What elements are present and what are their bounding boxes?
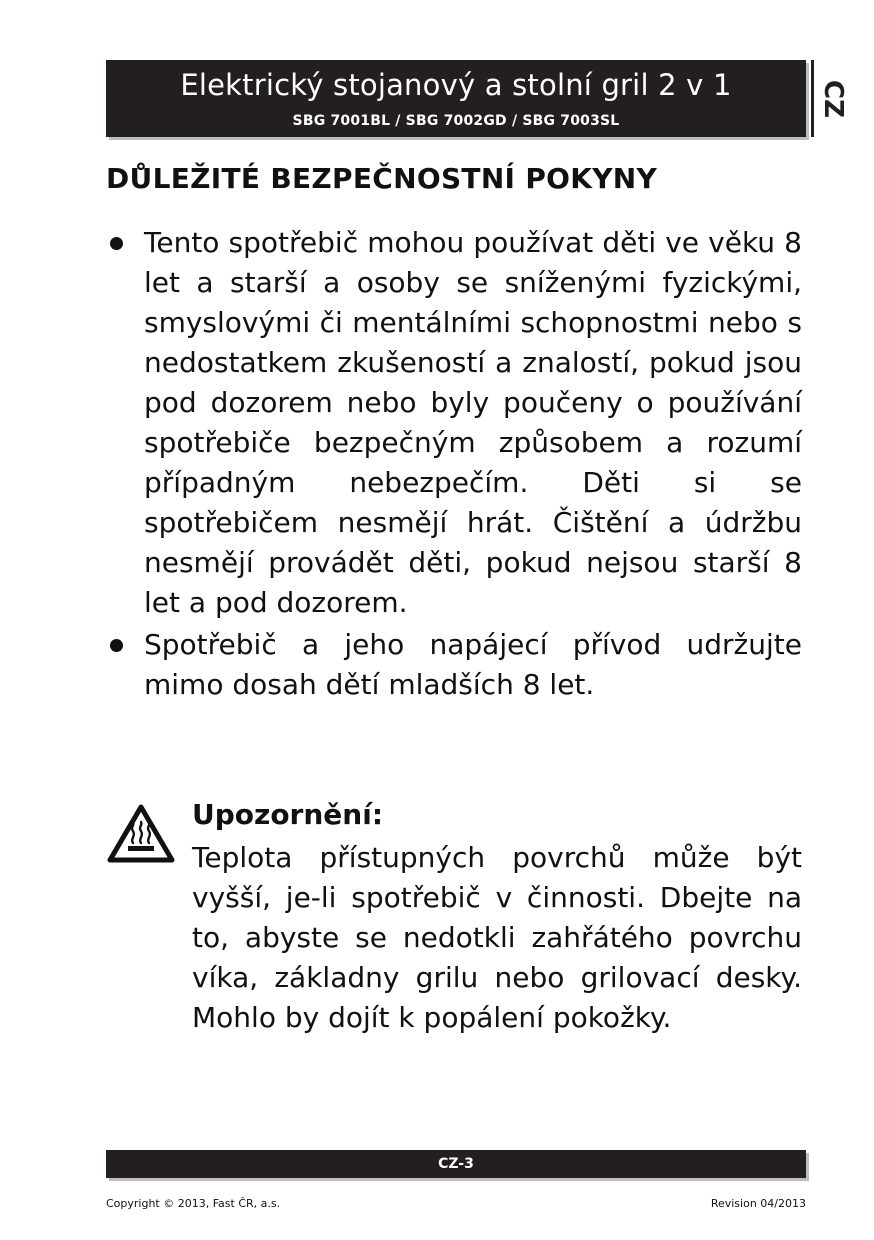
list-item-text: Spotřebič a jeho napájecí přívod udržujte mimo dosah dětí mladších 8 let. [144,628,802,701]
copyright-notice: Copyright © 2013, Fast ČR, a.s. [106,1197,281,1210]
warning-heading: Upozornění: [192,798,384,831]
page-number-bar [106,1150,806,1178]
list-item [106,223,802,623]
section-title: DŮLEŽITÉ BEZPEČNOSTNÍ POKYNY [106,162,658,195]
document-title: Elektrický stojanový a stolní gril 2 v 1 [180,68,732,102]
page-number: CZ-3 [438,1156,474,1172]
list-item [106,625,802,705]
page-header [106,60,806,137]
model-numbers: SBG 7001BL / SBG 7002GD / SBG 7003SL [292,113,620,129]
warning-text: Teplota přístupných povrchů může být vyšší, je-li spotřebič v činnosti. Dbejte na to, abyste se nedotkli zahřátého povrchu víka, základny grilu nebo grilovací desky. Mohlo by dojít k popálení pokožky. [192,841,802,1034]
list-item-text: Tento spotřebič mohou používat děti ve věku 8 let a starší a osoby se sníženými fyzickými, smyslovými či mentálními schopnostmi nebo s nedostatkem zkušeností a znalostí, pokud jsou pod dozorem nebo byly poučeny o používání spotřebiče bezpečným způsobem a rozumí případným nebezpečím. Děti si se spotřebičem nesmějí hrát. Čištění a údržbu nesmějí provádět děti, pokud nejsou starší 8 let a pod dozorem. [144,226,802,619]
language-code: CZ [817,79,848,118]
bullet-icon [110,639,123,652]
revision-label: Revision 04/2013 [710,1197,806,1210]
safety-instructions-list [106,223,802,707]
language-tab [811,60,851,137]
bullet-icon [110,237,123,250]
hot-surface-warning-icon [106,803,176,865]
